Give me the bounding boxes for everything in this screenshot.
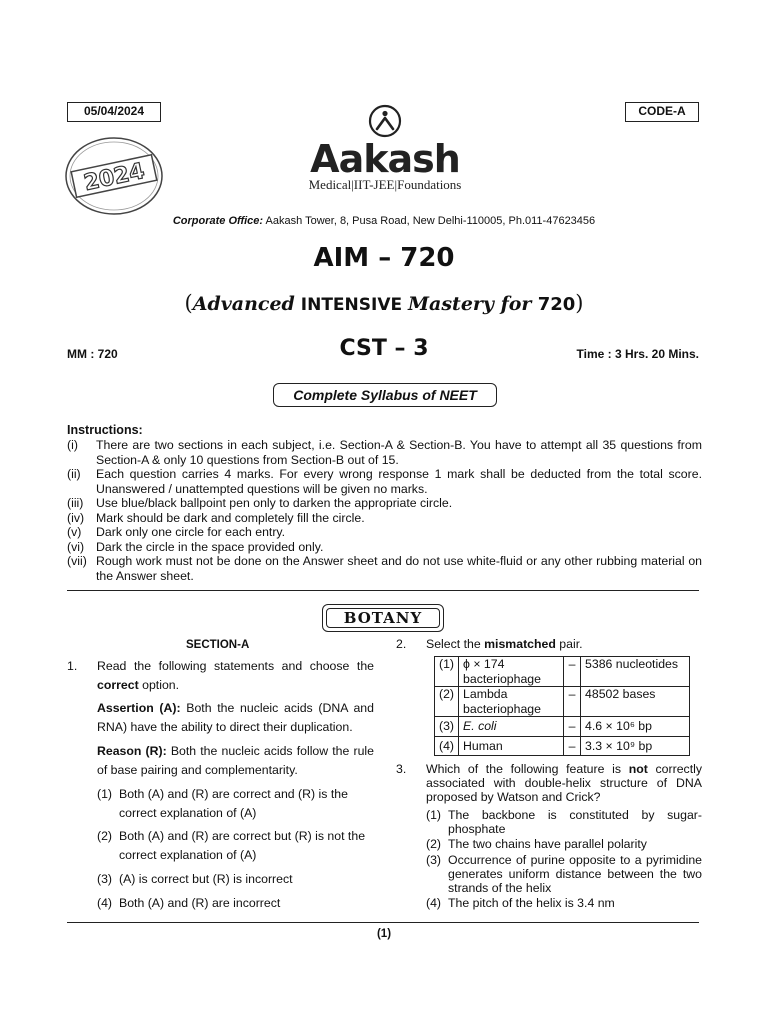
row-dash: – [564,687,581,717]
assertion-text: Both the nucleic acids (DNA and RNA) have the ability to direct their duplication. [97,701,374,734]
date-box: 05/04/2024 [67,102,161,122]
page-number: (1) [376,928,392,940]
option-text: Both (A) and (R) are incorrect [119,896,281,910]
row-dash: – [564,717,581,737]
subject-heading: BOTANY [322,604,444,632]
row-item: Lambda bacteriophage [459,687,564,717]
row-value: 4.6 × 10⁶ bp [581,717,690,737]
row-value: 48502 bases [581,687,690,717]
instruction-number: (vii) [67,554,87,568]
row-number: (3) [435,717,459,737]
reason-text: Both the nucleic acids follow the rule of base pairing and complementarity. [97,744,374,777]
match-table [434,656,690,756]
instruction-text: Mark should be dark and completely fill the circle. [96,510,365,525]
brand-tagline: Medical|IIT-JEE|Foundations [308,177,462,192]
question-text [97,657,374,695]
section-heading: SECTION-A [186,639,250,651]
option [426,808,702,836]
table-row [435,687,690,717]
subtitle-720: 720 [531,294,576,315]
option [97,870,377,889]
option-number: (2) [426,837,442,851]
q2-text-b: pair. [555,637,583,651]
instruction-number: (vi) [67,539,85,554]
row-value: 5386 nucleotides [581,657,690,687]
instruction-item [67,511,702,526]
option-number: (3) [97,872,113,886]
subtitle-intensive: INTENSIVE [294,295,409,315]
instruction-text: Dark only one circle for each entry. [96,525,286,539]
row-value: 3.3 × 10⁹ bp [581,736,690,756]
instruction-item [67,554,702,583]
exam-time: Time : 3 Hrs. 20 Mins. [576,347,699,361]
code-box: CODE-A [625,102,699,122]
instruction-number: (ii) [67,467,81,481]
table-row [435,736,690,756]
subtitle-advanced: Advanced [192,293,295,315]
instruction-text: Dark the circle in the space provided only. [96,539,324,554]
row-number: (1) [435,657,459,687]
exam-title: AIM – 720 [313,243,455,273]
option-number: (1) [426,808,442,822]
aakash-logo [290,104,480,204]
instruction-number: (iv) [67,510,85,525]
stamp-text: 2024 [81,158,147,197]
instruction-number: (v) [67,525,82,539]
option [97,827,377,865]
subtitle-mastery: Mastery for [408,293,532,315]
question-number: 2. [396,637,407,651]
brand-name: Aakash [310,137,460,181]
q2-text-bold: mismatched [484,637,556,651]
option-text: Both (A) and (R) are correct but (R) is not the correct explanation of (A) [119,829,366,862]
row-dash: – [564,657,581,687]
test-name: CST – 3 [339,336,429,361]
option-number: (4) [97,896,113,910]
row-item: E. coli [459,717,564,737]
question-text [426,637,583,651]
option [97,894,377,913]
option-text: Both (A) and (R) are correct and (R) is the correct explanation of (A) [119,787,348,820]
question-number: 1. [67,659,78,673]
option-text: The two chains have parallel polarity [448,837,647,851]
instruction-text: Each question carries 4 marks. For every wrong response 1 mark shall be deducted from the total score. Unanswered / unattempted questions will be given no marks. [96,467,702,496]
q1-text-b: option. [138,678,180,692]
q1-text-bold: correct [97,678,139,692]
row-item: Human [459,736,564,756]
syllabus-badge: Complete Syllabus of NEET [273,383,497,407]
row-dash: – [564,736,581,756]
q2-text-a: Select the [426,637,485,651]
instruction-item [67,525,702,540]
option [426,896,702,910]
option [426,853,702,895]
assertion [97,699,374,737]
instruction-number: (iii) [67,496,84,510]
row-item: ϕ × 174 bacteriophage [459,657,564,687]
option [97,785,377,823]
corporate-office-address: Aakash Tower, 8, Pusa Road, New Delhi-110005, Ph.011-47623456 [263,215,596,227]
exam-subtitle [0,291,768,315]
subtitle-close: ) [575,291,584,315]
year-stamp [63,135,165,217]
instruction-number: (i) [67,438,78,452]
assertion-label: Assertion (A): [97,701,181,715]
instruction-item [67,540,702,555]
option-number: (2) [97,829,113,843]
max-marks: MM : 720 [67,347,118,361]
aakash-symbol-icon [368,104,402,138]
option-text: (A) is correct but (R) is incorrect [119,872,293,886]
instruction-item [67,438,702,467]
question-text [426,762,702,804]
option-number: (3) [426,853,442,867]
instruction-text: Rough work must not be done on the Answer sheet and do not use white-fluid or any other rubbing material on the Answer sheet. [96,554,702,583]
option-text: The pitch of the helix is 3.4 nm [448,896,615,910]
q3-text-bold: not [628,762,648,776]
corporate-office [0,215,768,227]
row-number: (2) [435,687,459,717]
question-number: 3. [396,762,407,776]
instructions-heading: Instructions: [67,423,143,437]
row-number: (4) [435,736,459,756]
divider [67,590,699,591]
q3-text-a: Which of the following feature is [426,762,629,776]
corporate-office-label: Corporate Office: [172,215,264,227]
q3-text-b: correctly associated with double-helix structure of DNA proposed by Watson and Crick? [426,762,702,804]
table-row [435,657,690,687]
reason-label: Reason (R): [97,744,167,758]
instruction-text: Use blue/black ballpoint pen only to darken the appropriate circle. [96,496,453,510]
instruction-text: There are two sections in each subject, i.e. Section-A & Section-B. You have to attempt all 35 questions from Section-A & only 10 questions from Section-B out of 15. [96,438,702,467]
option-number: (1) [97,787,113,801]
option-text: Occurrence of purine opposite to a pyrimidine generates uniform distance between the two strands of the helix [448,853,702,895]
subtitle-open: ( [184,291,193,315]
divider [67,922,699,923]
option-text: The backbone is constituted by sugar-phosphate [448,808,702,836]
reason [97,742,374,780]
q1-text-a: Read the following statements and choose the [97,659,374,673]
instruction-item [67,496,702,511]
option [426,837,702,851]
option-number: (4) [426,896,442,910]
instruction-item [67,467,702,496]
table-row [435,717,690,737]
